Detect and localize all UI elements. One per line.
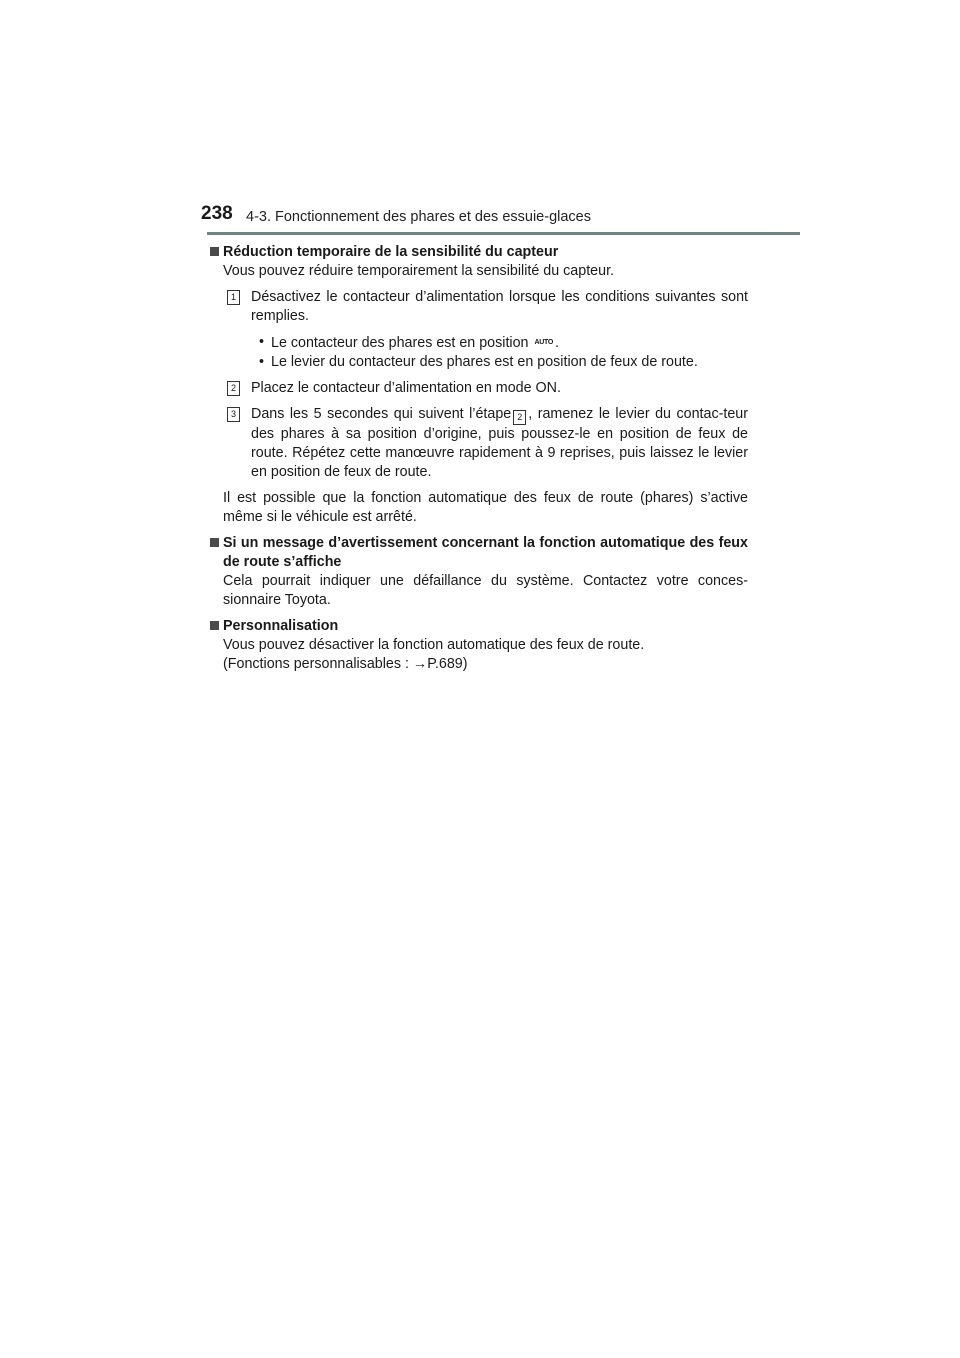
list-item: • Le contacteur des phares est en position AUTO . [259,334,559,351]
page-content [210,243,748,674]
chapter-title: 4-3. Fonctionnement des phares et des essuie-glaces [246,209,591,225]
step-number-box: 2 [227,381,240,396]
section-body: Cela pourrait indiquer une défaillance du système. Contactez votre conces-sionnaire Toyota. [223,573,748,608]
section-heading-sensitivity: Réduction temporaire de la sensibilité du capteur [210,243,748,262]
square-bullet-icon [210,247,219,256]
section-note: Il est possible que la fonction automatique des feux de route (phares) s’active même si le véhicule est arrêté. [223,490,748,525]
page-reference: (Fonctions personnalisables : →P.689) [223,656,468,672]
bullet-dot: • [259,354,265,370]
step-number-box: 1 [227,290,240,305]
section-body-line: Vous pouvez désactiver la fonction automatique des feux de route. [223,637,645,653]
step-1 [210,288,748,326]
condition-list [210,333,748,372]
step-text: Désactivez le contacteur d’alimentation lorsque les conditions suivantes sont remplies. [251,289,748,324]
section-heading-warning: Si un message d’avertissement concernant la fonction automatique des feux de route s’affiche [210,534,748,572]
section-heading-customization: Personnalisation [210,617,748,636]
step-3 [210,405,748,482]
bullet-dot: • [259,334,265,350]
auto-headlight-icon: AUTO [534,339,554,346]
step-reference-box: 2 [513,410,526,425]
page-number: 238 [201,203,233,224]
section-intro: Vous pouvez réduire temporairement la sensibilité du capteur. [223,263,615,279]
step-text: Placez le contacteur d’alimentation en mode ON. [251,380,561,396]
list-item: • Le levier du contacteur des phares est en position de feux de route. [259,354,698,370]
step-text: Dans les 5 secondes qui suivent l’étape 2 , ramenez le levier du contac-teur des phares à sa position d’origine, puis poussez-le en position de feux de route. Répétez cette manœuvre rapidement à 9 reprises, puis laissez le levier en position de feux de route. [251,406,748,480]
step-number-box: 3 [227,407,240,422]
square-bullet-icon [210,621,219,630]
step-2 [210,379,748,398]
square-bullet-icon [210,538,219,547]
header-divider [207,232,800,235]
